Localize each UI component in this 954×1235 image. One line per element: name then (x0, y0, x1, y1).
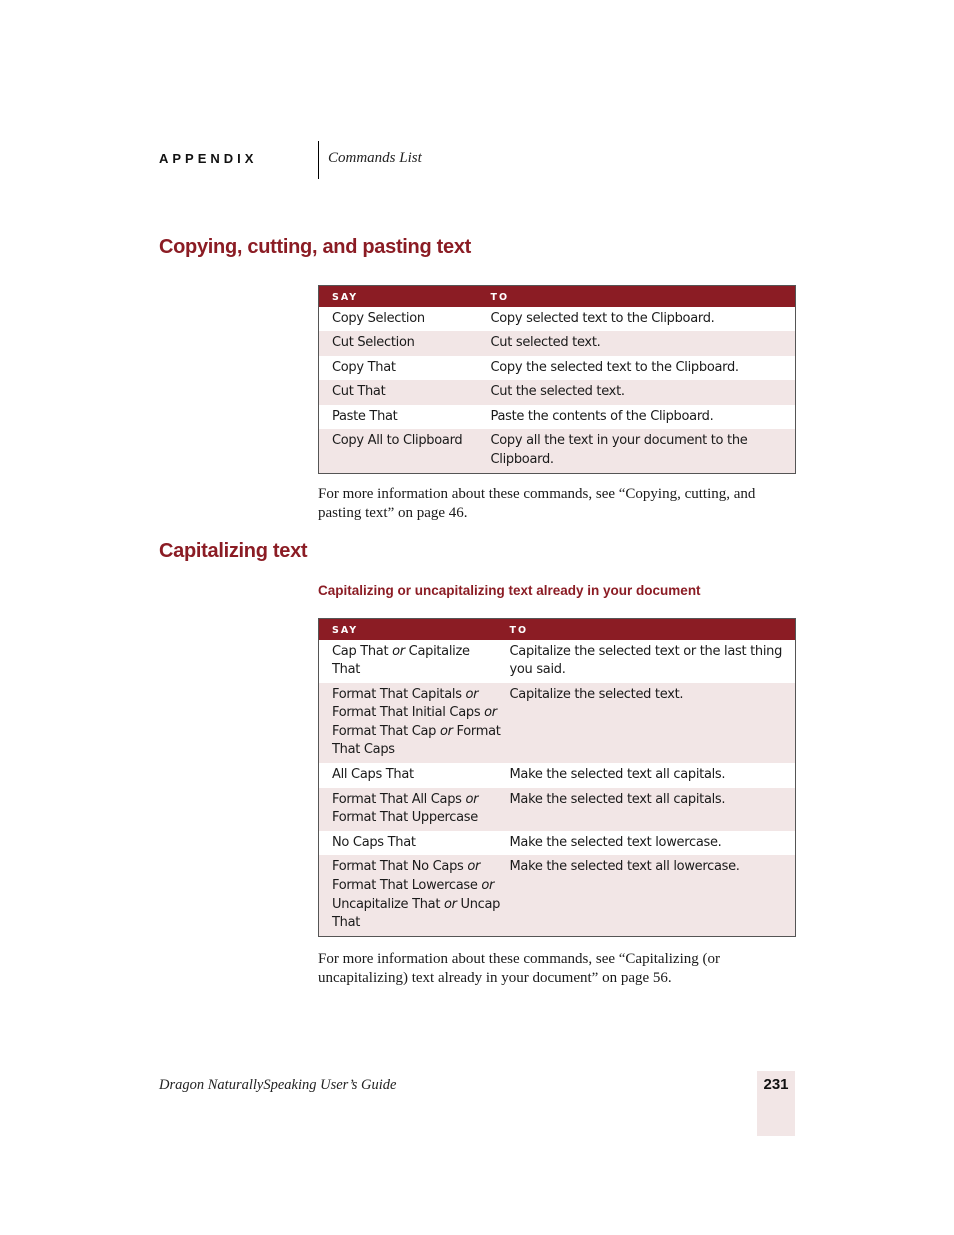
capitalizing-reference-note: For more information about these commands, see “Capitalizing (or uncapitalizing) text already in your document” on page 56. (318, 951, 720, 986)
table-header-row (319, 619, 796, 640)
chapter-title: Commands List (328, 150, 422, 166)
to-cell: Make the selected text all lowercase. (510, 855, 796, 936)
to-cell: Make the selected text lowercase. (509, 834, 722, 850)
column-header-say: SAY (319, 619, 510, 640)
to-cell: Paste the contents of the Clipboard. (490, 408, 714, 424)
page-number: 231 (763, 1076, 789, 1093)
say-cell: All Caps That (332, 767, 414, 783)
table-row (319, 683, 796, 763)
to-cell: Capitalize the selected text. (510, 683, 796, 763)
say-cell: Copy Selection (332, 310, 425, 326)
say-cell: Paste That (332, 408, 398, 424)
table-row (319, 763, 796, 788)
table-row (319, 429, 796, 473)
appendix-label: APPENDIX (159, 151, 258, 166)
say-cell: Cut That (319, 380, 491, 405)
copying-commands-table (318, 285, 796, 474)
header-divider (318, 141, 319, 179)
say-cell: Cut Selection (319, 331, 491, 356)
table-row (319, 380, 796, 405)
table-row (319, 855, 796, 936)
table-row (319, 307, 796, 332)
to-cell: Copy the selected text to the Clipboard. (490, 359, 739, 375)
to-cell: Copy selected text to the Clipboard. (490, 310, 715, 326)
say-cell: No Caps That (332, 834, 416, 850)
say-cell: Format That No Caps or Format That Lowercase or Uncapitalize That or Uncap That (319, 855, 510, 936)
table-row (319, 640, 796, 683)
to-cell: Make the selected text all capitals. (510, 788, 796, 831)
table-header-row (319, 286, 796, 307)
table-row (319, 788, 796, 831)
copying-reference-note: For more information about these commands, see “Copying, cutting, and pasting text” on page 46. (318, 486, 756, 521)
column-header-say: SAY (319, 286, 491, 307)
to-cell: Make the selected text all capitals. (509, 767, 726, 783)
table-row (319, 831, 796, 856)
to-cell: Cut the selected text. (491, 380, 796, 405)
say-cell: Format That All Caps or Format That Uppercase (319, 788, 510, 831)
say-cell: Format That Capitals or Format That Initial Caps or Format That Cap or Format That Caps (319, 683, 510, 763)
column-header-to: TO (491, 286, 796, 307)
capitalizing-commands-table (318, 618, 796, 937)
section-title-copying: Copying, cutting, and pasting text (159, 236, 472, 258)
table-row (319, 405, 796, 430)
table-row (319, 331, 796, 356)
column-header-to: TO (510, 619, 796, 640)
subsection-title: Capitalizing or uncapitalizing text already in your document (318, 583, 701, 598)
to-cell: Copy all the text in your document to the Clipboard. (491, 429, 796, 473)
section-title-capitalizing: Capitalizing text (159, 540, 308, 562)
book-title: Dragon NaturallySpeaking User’s Guide (159, 1077, 397, 1093)
table-row (319, 356, 796, 381)
to-cell: Cut selected text. (491, 331, 796, 356)
to-cell: Capitalize the selected text or the last thing you said. (509, 643, 783, 678)
say-cell: Copy All to Clipboard (319, 429, 491, 473)
say-cell: Copy That (332, 359, 396, 375)
say-cell: Cap That or Capitalize That (332, 643, 470, 678)
